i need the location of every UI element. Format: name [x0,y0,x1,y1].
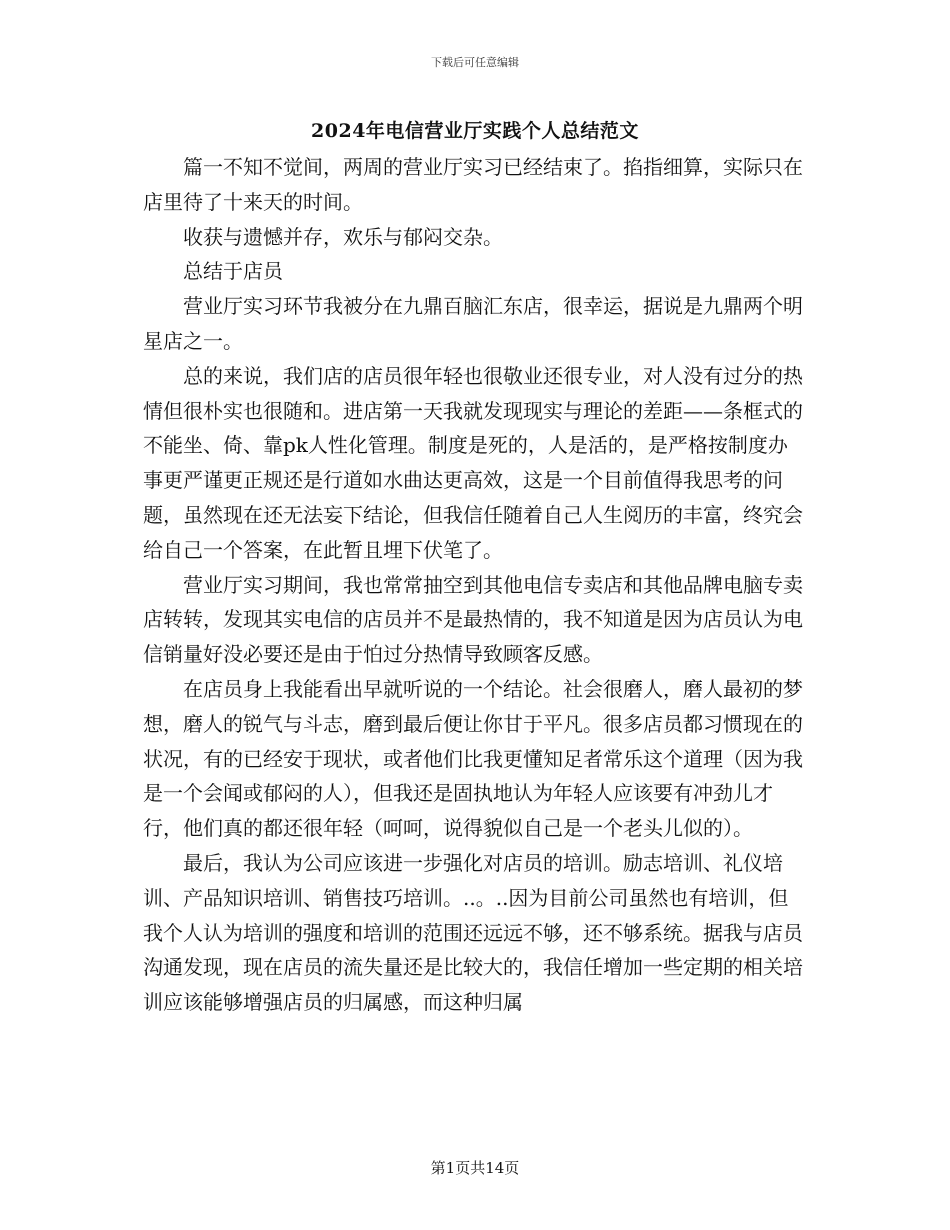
document-title: 2024年电信营业厅实践个人总结范文 [311,120,639,142]
paragraph: 最后，我认为公司应该进一步强化对店员的培训。励志培训、礼仪培训、产品知识培训、销售技巧培训。..。..因为目前公司虽然也有培训，但我个人认为培训的强度和培训的范围还远远不够，还不够系统。据我与店员沟通发现，现在店员的流失量还是比较大的，我信任增加一些定期的相关培训应该能够增强店员的归属感，而这种归属 [143,850,803,1015]
paragraph: 篇一不知不觉间，两周的营业厅实习已经结束了。掐指细算，实际只在店里待了十来天的时间。 [143,155,803,214]
paragraph: 总的来说，我们店的店员很年轻也很敬业还很专业，对人没有过分的热情但很朴实也很随和。进店第一天我就发现现实与理论的差距——条框式的不能坐、倚、靠pk人性化管理。制度是死的，人是活的，是严格按制度办事更严谨更正规还是行道如水曲达更高效，这是一个目前值得我思考的问题，虽然现在还无法妄下结论，但我信任随着自己人生阅历的丰富，终究会给自己一个答案，在此暂且埋下伏笔了。 [143,363,803,562]
paragraph: 营业厅实习环节我被分在九鼎百脑汇东店，很幸运，据说是九鼎两个明星店之一。 [143,294,803,353]
paragraph: 在店员身上我能看出早就听说的一个结论。社会很磨人，磨人最初的梦想，磨人的锐气与斗志，磨到最后便让你甘于平凡。很多店员都习惯现在的状况，有的已经安于现状，或者他们比我更懂知足者常乐这个道理（因为我是一个会闻或郁闷的人），但我还是固执地认为年轻人应该要有冲劲儿才行，他们真的都还很年轻（呵呵，说得貌似自己是一个老头儿似的）。 [143,676,803,841]
paragraph: 收获与遗憾并存，欢乐与郁闷交杂。 [183,224,503,249]
paragraph: 营业厅实习期间，我也常常抽空到其他电信专卖店和其他品牌电脑专卖店转转，发现其实电信的店员并不是最热情的，我不知道是因为店员认为电信销量好没必要还是由于怕过分热情导致顾客反感。 [143,572,803,667]
page-footer-indicator: 第1页共14页 [430,1159,520,1177]
page-header-note: 下载后可任意编辑 [431,56,519,69]
paragraph: 总结于店员 [183,259,283,284]
document-body [143,150,803,1020]
